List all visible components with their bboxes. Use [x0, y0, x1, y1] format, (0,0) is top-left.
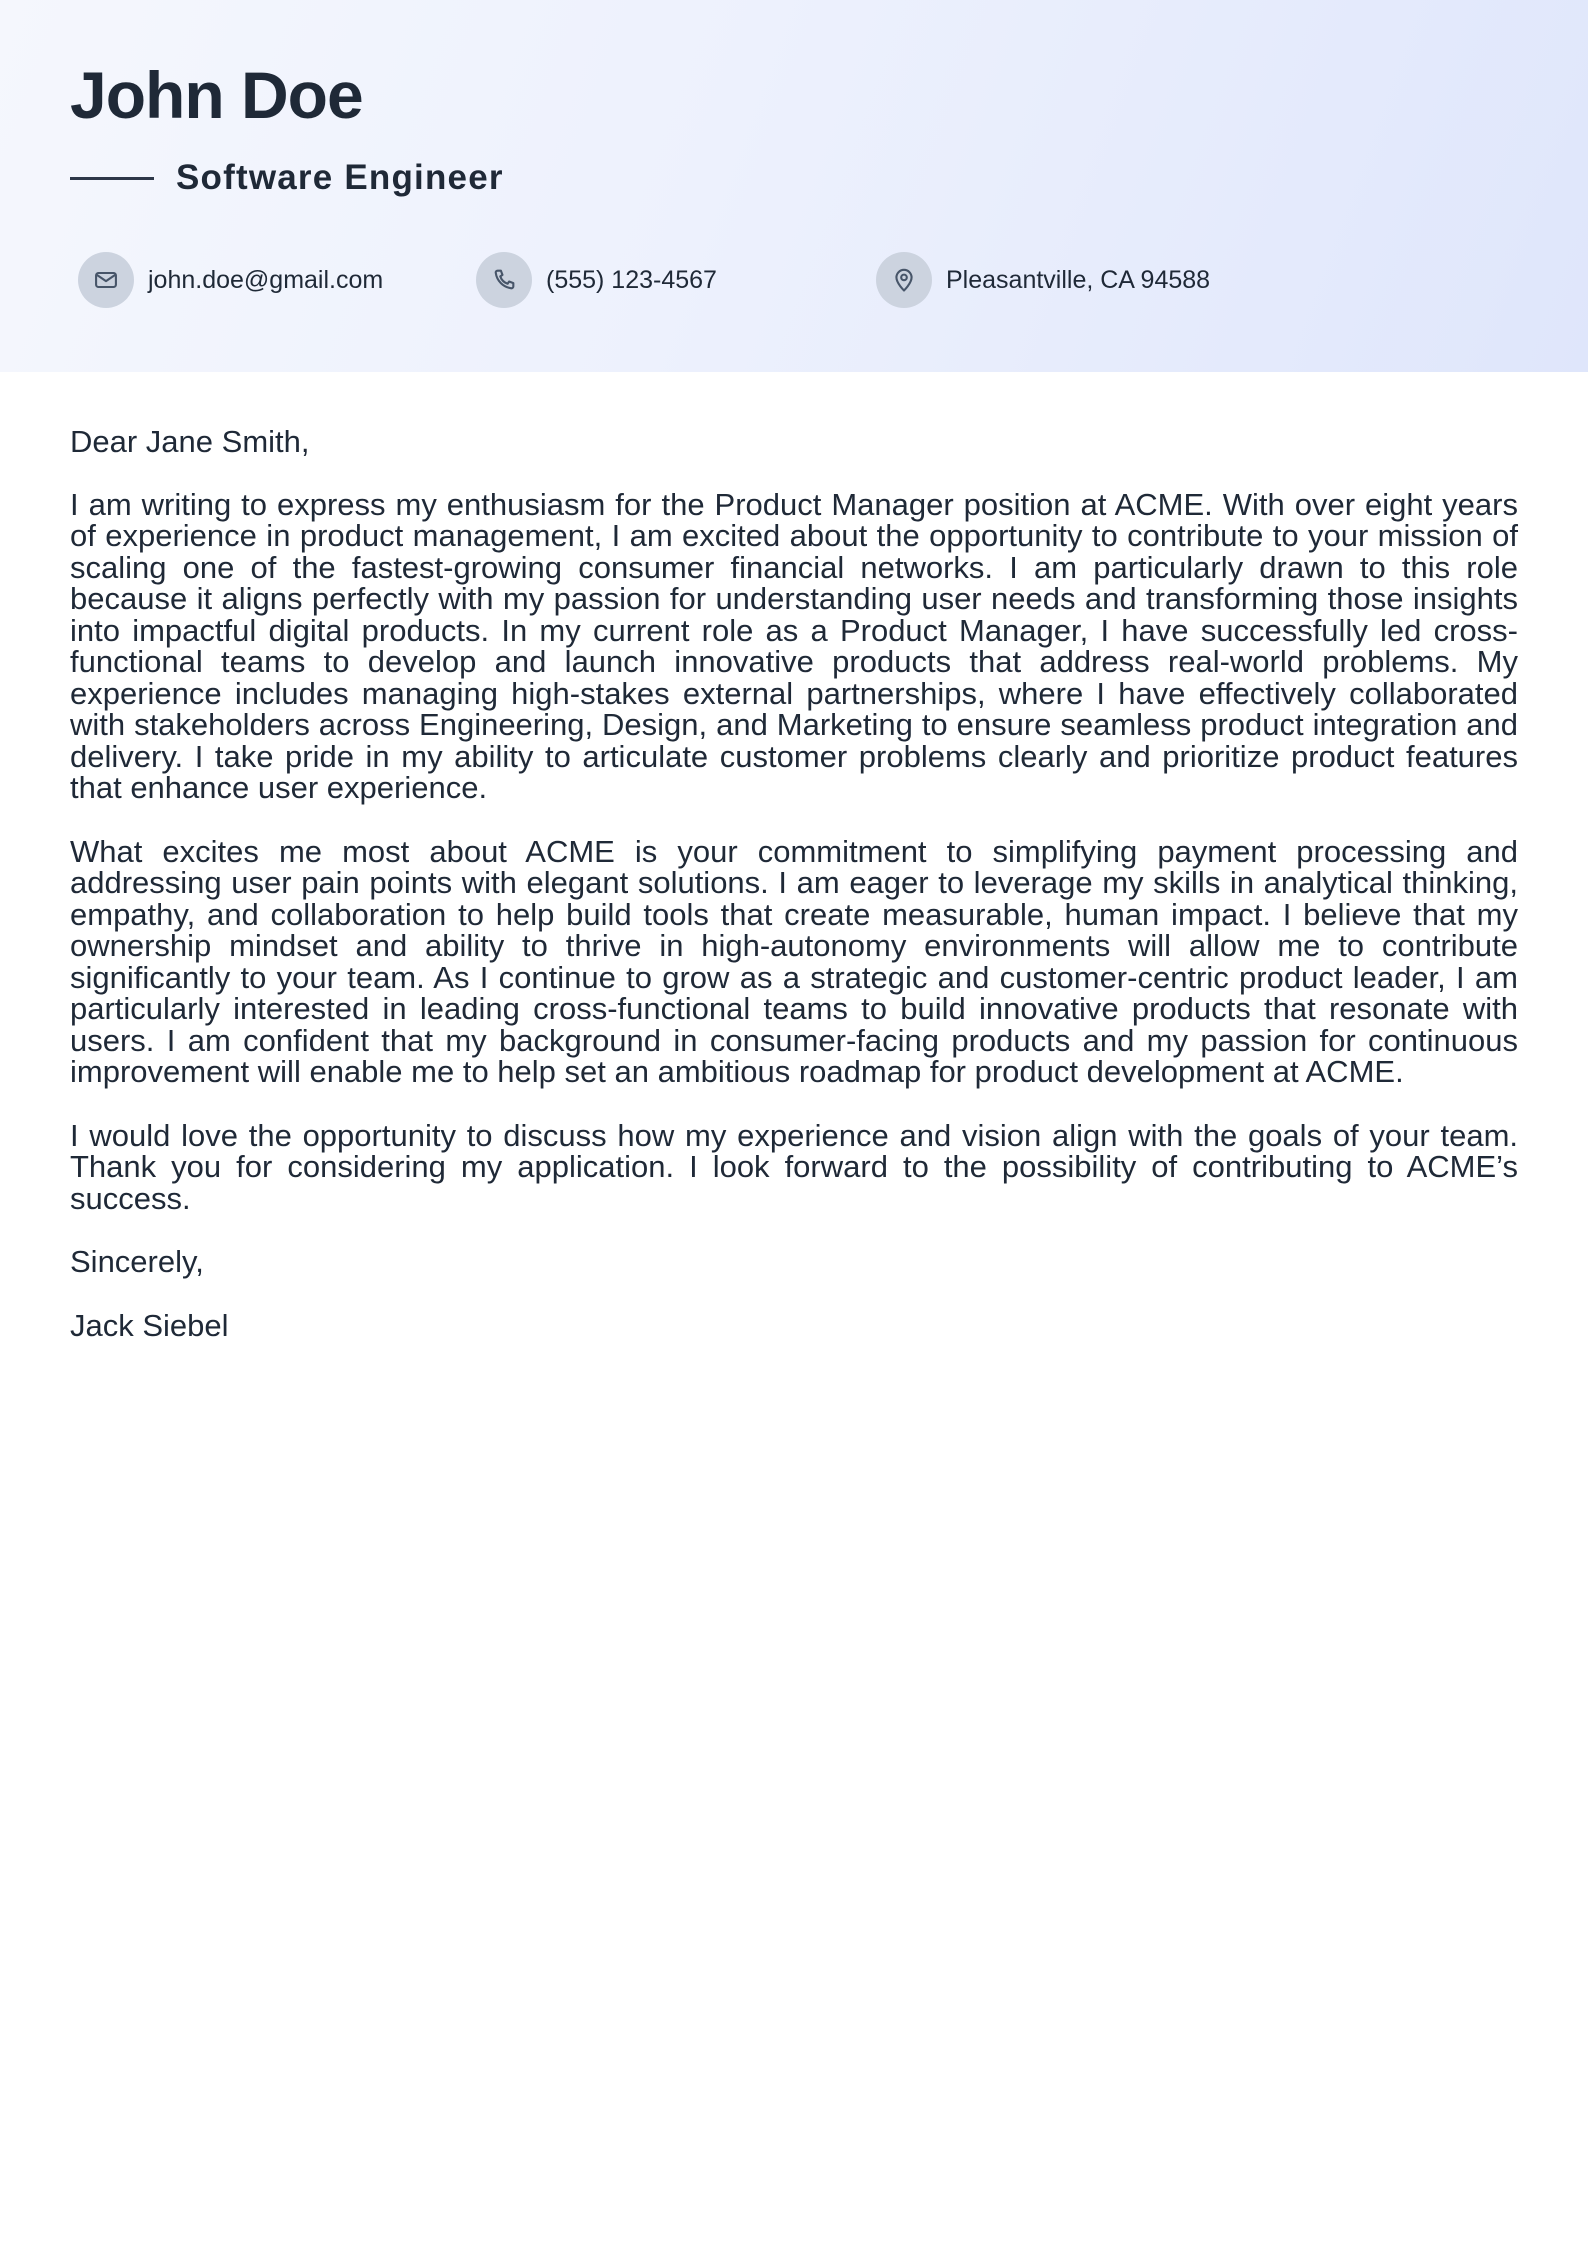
phone-icon: [476, 252, 532, 308]
contact-email[interactable]: [78, 252, 383, 308]
title-divider: [70, 177, 154, 180]
letter-body: [70, 426, 1518, 1373]
job-title: Software Engineer: [176, 158, 504, 197]
letter-paragraph: I am writing to express my enthusiasm for the Product Manager position at ACME. With over eight years of experience in product management, I am excited about the opportunity to contribute to your mission of scaling one of the fastest-growing consumer financial networks. I am particularly drawn to this role because it aligns perfectly with my passion for understanding user needs and transforming those insights into impactful digital products. In my current role as a Product Manager, I have successfully led cross-functional teams to develop and launch innovative products that address real-world problems. My experience includes managing high-stakes external partnerships, where I have effectively collaborated with stakeholders across Engineering, Design, and Marketing to ensure seamless product integration and delivery. I take pride in my ability to articulate customer problems clearly and prioritize product features that enhance user experience.: [70, 486, 1518, 805]
letter-paragraph: What excites me most about ACME is your commitment to simplifying payment processing and addressing user pain points with elegant solutions. I am eager to leverage my skills in analytical thinking, empathy, and collaboration to help build tools that create measurable, human impact. I believe that my ownership mindset and ability to thrive in high-autonomy environments will allow me to contribute significantly to your team. As I continue to grow as a strategic and customer-centric product leader, I am particularly interested in leading cross-functional teams to build innovative products that resonate with users. I am confident that my background in consumer-facing products and my passion for continuous improvement will enable me to help set an ambitious roadmap for product development at ACME.: [70, 833, 1518, 1089]
contact-phone[interactable]: [476, 252, 717, 308]
signature-name: Jack Siebel: [70, 1307, 229, 1343]
email-text: john.doe@gmail.com: [148, 265, 384, 294]
job-title-row: [70, 154, 504, 202]
location-pin-icon: [876, 252, 932, 308]
phone-text: (555) 123-4567: [546, 265, 717, 294]
applicant-name: John Doe: [70, 58, 363, 132]
salutation: Dear Jane Smith,: [70, 424, 310, 459]
mail-icon: [78, 252, 134, 308]
letter-paragraph: I would love the opportunity to discuss how my experience and vision align with the goals of your team. Thank you for considering my application. I look forward to the possibility of contributing to ACME’s success.: [70, 1117, 1518, 1216]
closing: Sincerely,: [70, 1244, 204, 1279]
header-banner: [0, 0, 1588, 372]
location-text: Pleasantville, CA 94588: [946, 265, 1211, 294]
contact-location[interactable]: [876, 252, 1210, 308]
